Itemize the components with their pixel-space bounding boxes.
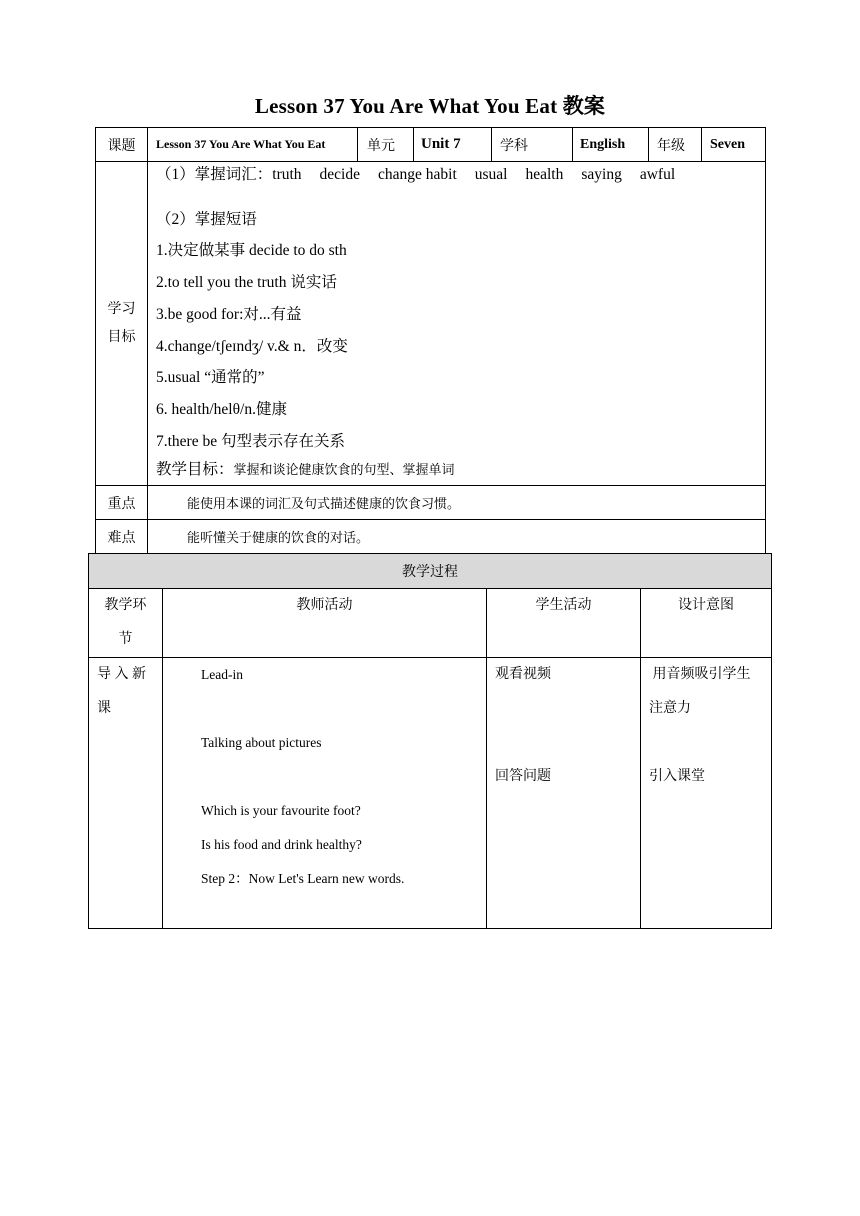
teacher-line: Which is your favourite foot? (201, 803, 361, 818)
phrase-heading: （2）掌握短语 (156, 210, 257, 228)
teacher-line: Is his food and drink healthy? (201, 837, 362, 852)
lesson-info-table (95, 127, 766, 554)
difficulties-label: 难点 (96, 520, 148, 554)
key-points-text: 能使用本课的词汇及句式描述健康的饮食习惯。 (148, 486, 766, 520)
teacher-activity-cell (163, 658, 487, 929)
vocab-heading: （1）掌握词汇： (156, 166, 273, 183)
grade-label: 年级 (649, 128, 702, 162)
teaching-goal-label: 教学目标： (156, 461, 234, 479)
col-stage-header (89, 589, 163, 658)
teaching-goal (156, 457, 759, 483)
grade-value: Seven (702, 128, 766, 162)
design-line: 用音频吸引学生 (649, 667, 751, 682)
col-student-header: 学生活动 (487, 589, 641, 658)
difficulties-text: 能听懂关于健康的饮食的对话。 (148, 520, 766, 554)
teacher-line (201, 692, 486, 726)
design-line: 引入课堂 (649, 769, 705, 784)
objectives-content (148, 162, 766, 486)
unit-value: Unit 7 (414, 128, 492, 162)
objective-item: 7.there be 句型表示存在关系 (156, 432, 345, 450)
vocab-word: change habit (378, 166, 457, 183)
vocab-word: usual (474, 166, 508, 183)
objective-item: 5.usual “通常的” (156, 369, 265, 387)
stage-line1: 导 入 新 (97, 667, 146, 682)
unit-label: 单元 (358, 128, 414, 162)
vocab-word: health (525, 166, 564, 183)
objectives-label-line2: 目标 (107, 329, 136, 345)
stage-line2: 课 (97, 701, 111, 716)
teacher-line: Talking about pictures (201, 735, 322, 750)
design-intent-cell (641, 658, 772, 929)
topic-value: Lesson 37 You Are What You Eat (148, 128, 358, 162)
subject-value: English (573, 128, 649, 162)
objectives-label (96, 162, 148, 486)
col-stage-line2: 节 (118, 632, 133, 647)
teaching-process-table (88, 553, 772, 929)
vocab-word: decide (319, 166, 360, 183)
student-line (495, 726, 640, 760)
stage-cell (89, 658, 163, 929)
design-line (649, 726, 771, 760)
teacher-line: Lead-in (201, 667, 243, 682)
design-line: 注意力 (649, 701, 691, 716)
student-line (495, 692, 640, 726)
key-points-label: 重点 (96, 486, 148, 520)
student-activity-cell (487, 658, 641, 929)
col-teacher-header: 教师活动 (163, 589, 487, 658)
student-line: 观看视频 (495, 667, 551, 682)
objective-item: 2.to tell you the truth 说实话 (156, 274, 337, 292)
student-line: 回答问题 (495, 769, 551, 784)
process-heading: 教学过程 (89, 554, 772, 589)
objective-item: 1.决定做某事 decide to do sth (156, 242, 347, 260)
vocab-word: truth (272, 166, 302, 183)
col-design-header: 设计意图 (641, 589, 772, 658)
vocab-line (156, 159, 759, 191)
subject-label: 学科 (492, 128, 573, 162)
page-title: Lesson 37 You Are What You Eat 教案 (254, 94, 606, 118)
teacher-line (201, 760, 486, 794)
topic-label: 课题 (96, 128, 148, 162)
vocab-word: awful (639, 166, 676, 183)
objective-item: 3.be good for:对...有益 (156, 305, 302, 323)
objective-item: 4.change/tʃeɪndʒ/ v.& n．改变 (156, 337, 348, 355)
teacher-line: Step 2：Now Let's Learn new words. (201, 871, 405, 886)
vocab-word: saying (581, 166, 622, 183)
objectives-label-line1: 学习 (107, 301, 136, 317)
col-stage-line1: 教学环 (104, 598, 147, 613)
teaching-goal-text: 掌握和谈论健康饮食的句型、掌握单词 (233, 462, 455, 478)
objective-item: 6. health/helθ/n.健康 (156, 400, 287, 418)
